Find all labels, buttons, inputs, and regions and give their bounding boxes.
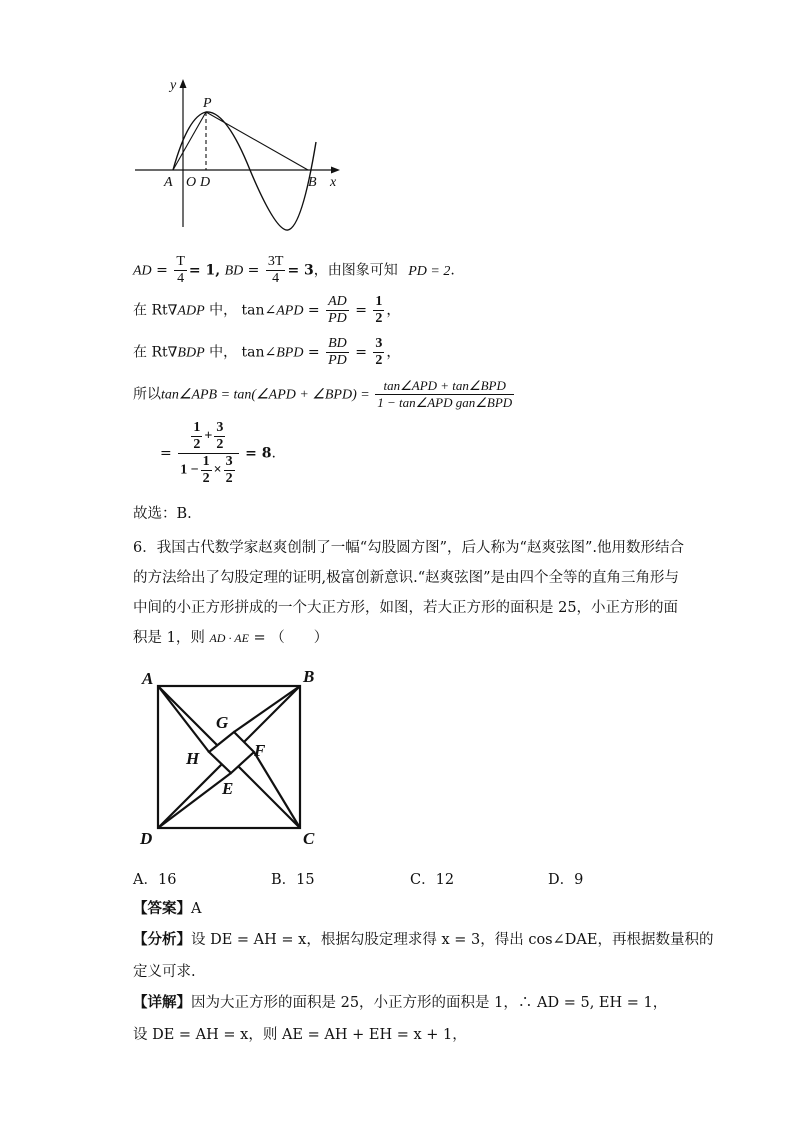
- label-a: A: [164, 175, 173, 190]
- answer-value: A: [191, 901, 202, 917]
- label-sq-b: B: [303, 667, 315, 686]
- sine-graph: [130, 72, 345, 237]
- detail-line-1: 【详解】因为大正方形的面积是 25，小正方形的面积是 1，∴ AD = 5, EH = 1，: [133, 994, 668, 1011]
- analysis-line-1: 【分析】设 DE = AH = x，根据勾股定理求得 x = 3，得出 cos∠DAE，再根据数量积的: [133, 931, 714, 948]
- question-line-4: 积是 1，则 AD · AE = （ ）: [133, 630, 329, 646]
- label-x: x: [330, 175, 337, 190]
- question-line-2: 的方法给出了勾股定理的证明,极富创新意识.“赵爽弦图”是由四个全等的直角三角形与: [133, 570, 680, 586]
- choice-line: 故选：B.: [133, 506, 192, 522]
- line-de: [158, 773, 234, 828]
- y-axis-arrow: [180, 79, 187, 88]
- line-ah: [158, 686, 209, 752]
- label-d: D: [200, 175, 211, 190]
- zhao-shuang-diagram: [136, 666, 326, 851]
- label-y: y: [170, 78, 177, 93]
- label-o: O: [186, 175, 197, 190]
- label-sq-g: G: [216, 713, 229, 732]
- detail-tag: 【详解】: [133, 994, 191, 1011]
- question-line-1: 6．我国古代数学家赵爽创制了一幅“勾股圆方图”，后人称为“赵爽弦图”.他用数形结合: [133, 540, 684, 556]
- option-c: C．12: [410, 872, 455, 888]
- option-b: B．15: [271, 872, 315, 888]
- sine-curve: [173, 112, 316, 230]
- label-sq-c: C: [303, 829, 315, 848]
- answer-tag: 【答案】: [133, 900, 191, 917]
- label-sq-f: F: [254, 741, 266, 760]
- solution-line-4: 所以tan∠APB = tan(∠APD + ∠BPD) = $\frac{\text{tan∠APD + tan∠BPD}}{\text{1 − tan∠APD gan∠BPD}}$: [133, 378, 513, 410]
- frac-3t4: $\frac{3T}{4}$: [267, 254, 284, 286]
- compound-fraction: $\frac{1}{2}$ + $\frac{3}{2}$ 1 − $\frac{1}{2}$ × $\frac{3}{2}$: [178, 420, 238, 487]
- line-pb: [206, 112, 308, 170]
- label-sq-e: E: [222, 779, 234, 798]
- label-sq-a: A: [142, 669, 154, 688]
- option-a: A．16: [133, 872, 177, 888]
- analysis-tag: 【分析】: [133, 931, 191, 948]
- label-sq-h: H: [186, 749, 200, 768]
- solution-line-5: = $\frac{1}{2}$ + $\frac{3}{2}$ 1 − $\frac{1}{2}$ × $\frac{3}{2}$ = 8.: [160, 420, 276, 486]
- option-d: D．9: [548, 872, 584, 888]
- x-axis-arrow: [331, 167, 340, 174]
- label-p: P: [203, 96, 212, 111]
- solution-line-2: 在 Rt∇ADP 中， tan∠APD = $\frac{AD}{PD}$ = $\frac{1}{2}$ ，: [133, 294, 401, 326]
- line-ap: [173, 112, 206, 170]
- solution-line-1: AD = $\frac{T}{4}$ = 1, BD = $\frac{3T}{4}$ = 3，由图象可知 PD = 2.: [133, 254, 455, 286]
- question-line-3: 中间的小正方形拼成的一个大正方形，如图，若大正方形的面积是 25，小正方形的面: [133, 600, 679, 616]
- answer-line: [133, 899, 201, 919]
- vector-expression: AD · AE: [209, 631, 249, 645]
- detail-line-2: 设 DE = AH = x，则 AE = AH + EH = x + 1，: [133, 1027, 467, 1043]
- frac-t4: $\frac{T}{4}$: [176, 254, 185, 286]
- analysis-line-2: 定义可求.: [133, 964, 196, 980]
- ad-term: AD: [133, 263, 152, 279]
- solution-line-3: 在 Rt∇BDP 中， tan∠BPD = $\frac{BD}{PD}$ = $\frac{3}{2}$ ，: [133, 336, 401, 368]
- line-bg: [234, 686, 300, 732]
- label-sq-d: D: [140, 829, 153, 848]
- label-b: B: [308, 175, 317, 190]
